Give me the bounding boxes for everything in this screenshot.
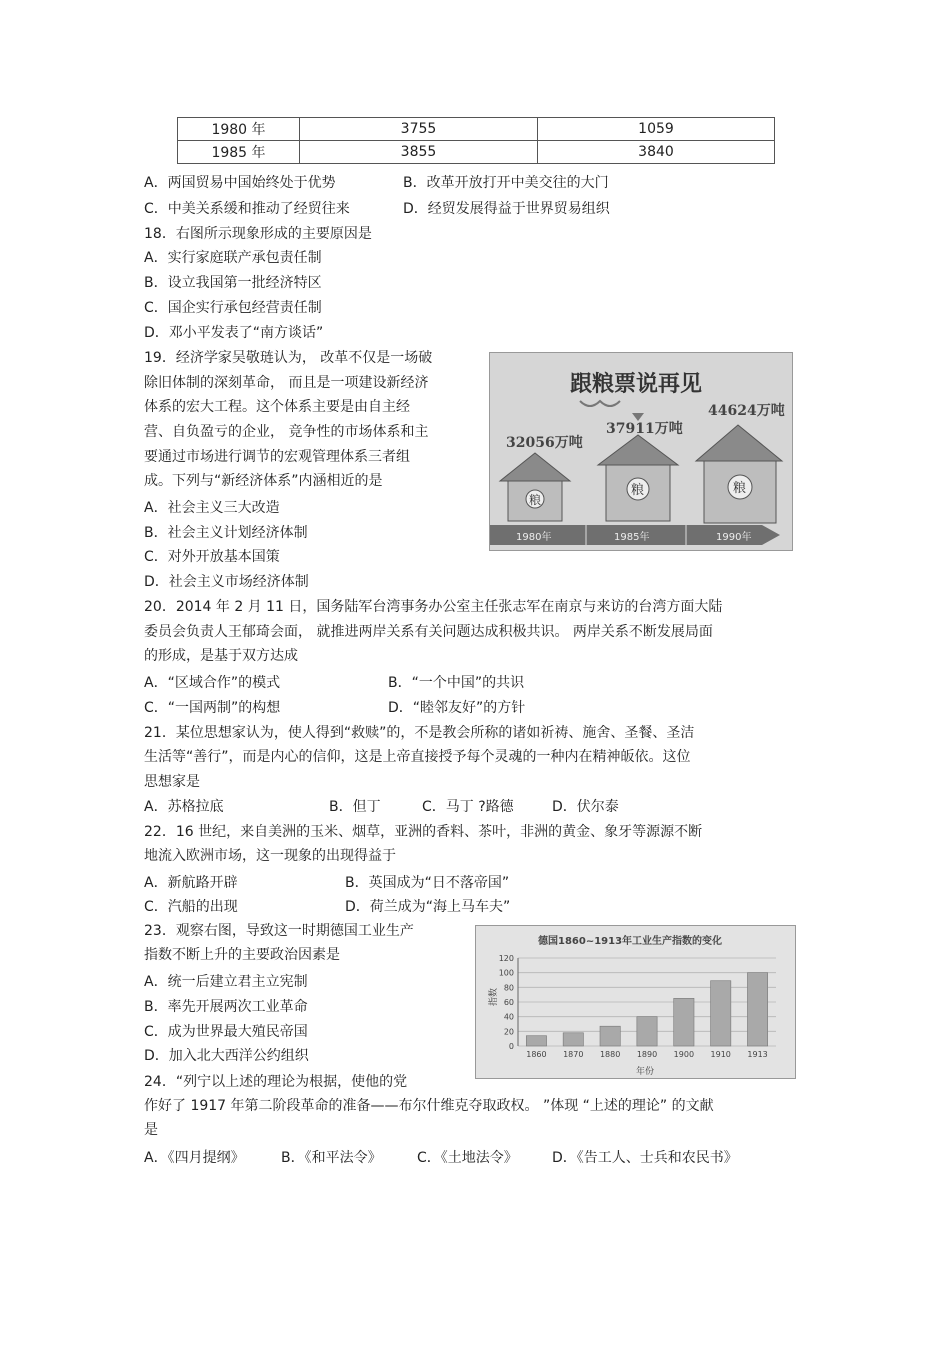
q21-option-d: D．伏尔泰 bbox=[552, 799, 619, 815]
x-tick-label: 1870 bbox=[563, 1050, 584, 1059]
q18-option-d: D．邓小平发表了“南方谈话” bbox=[144, 325, 324, 341]
x-tick-label: 1860 bbox=[526, 1050, 547, 1059]
bar-1870 bbox=[563, 1033, 583, 1046]
y-tick-label: 100 bbox=[498, 968, 514, 978]
y-tick-label: 20 bbox=[503, 1027, 514, 1037]
q21-stem-line: 21．某位思想家认为，使人得到“救赎”的，不是教会所称的诸如祈祷、施舍、圣餐、圣洁 bbox=[144, 725, 695, 741]
q17-option-c: C．中美关系缓和推动了经贸往来 bbox=[144, 201, 350, 217]
amount-label: 37911万吨 bbox=[606, 421, 683, 437]
q23-option-d: D．加入北大西洋公约组织 bbox=[144, 1048, 309, 1064]
chart-title: 德国1860~1913年工业生产指数的变化 bbox=[538, 936, 723, 947]
x-tick-label: 1900 bbox=[673, 1050, 695, 1059]
q22-option-a: A．新航路开辟 bbox=[144, 875, 238, 891]
q24-option-d: D．《告工人、士兵和农民书》 bbox=[552, 1150, 738, 1166]
table-cell: 3840 bbox=[538, 141, 775, 164]
q20-option-c: C．“一国两制”的构想 bbox=[144, 700, 281, 716]
q23-option-c: C．成为世界最大殖民帝国 bbox=[144, 1024, 308, 1040]
table-cell: 1059 bbox=[538, 118, 775, 141]
bar-1860 bbox=[526, 1036, 546, 1046]
q20-option-b: B．“一个中国”的共识 bbox=[388, 675, 525, 691]
q17-option-a: A．两国贸易中国始终处于优势 bbox=[144, 175, 336, 191]
x-tick-label: 1890 bbox=[636, 1050, 658, 1059]
x-tick-label: 1913 bbox=[747, 1050, 768, 1059]
q23-option-a: A．统一后建立君主立宪制 bbox=[144, 974, 308, 990]
q19-option-c: C．对外开放基本国策 bbox=[144, 549, 280, 565]
q22-stem-line: 22．16 世纪，来自美洲的玉米、烟草，亚洲的香料、茶叶，非洲的黄金、象牙等源源不断 bbox=[144, 824, 703, 840]
table-cell: 1980 年 bbox=[178, 118, 300, 141]
q19-option-b: B．社会主义计划经济体制 bbox=[144, 525, 308, 541]
granary-label: 粮 bbox=[733, 481, 747, 496]
grain-coupon-illustration bbox=[490, 353, 792, 550]
q22-option-c: C．汽船的出现 bbox=[144, 899, 238, 915]
y-tick-label: 0 bbox=[508, 1042, 514, 1051]
q21-option-a: A．苏格拉底 bbox=[144, 799, 224, 815]
y-tick-label: 80 bbox=[503, 983, 514, 993]
y-axis-label: 指数 bbox=[489, 987, 499, 1006]
figure-title: 跟粮票说再见 bbox=[570, 372, 703, 397]
table-cell: 3855 bbox=[300, 141, 538, 164]
germany-industry-chart bbox=[475, 925, 796, 1079]
q21-stem-line: 生活等“善行”，而是内心的信仰，这是上帝直接授予每个灵魂的一种内在精神皈依。这位 bbox=[144, 749, 691, 765]
q18-stem: 18．右图所示现象形成的主要原因是 bbox=[144, 226, 372, 242]
table-cell: 1985 年 bbox=[178, 141, 300, 164]
q24-option-b: B．《和平法令》 bbox=[281, 1150, 382, 1166]
q17-option-b: B．改革开放打开中美交往的大门 bbox=[403, 175, 609, 191]
granary-label: 粮 bbox=[631, 483, 645, 498]
q18-option-b: B．设立我国第一批经济特区 bbox=[144, 275, 322, 291]
bar-1890 bbox=[637, 1017, 657, 1046]
q18-option-a: A．实行家庭联产承包责任制 bbox=[144, 250, 322, 266]
bar-1910 bbox=[711, 981, 731, 1046]
q24-stem-line: 24．“列宁以上述的理论为根据，使他的党 bbox=[144, 1074, 408, 1090]
q20-stem-line: 20．2014 年 2 月 11 日，国务陆军台湾事务办公室主任张志军在南京与来访的台湾方面大陆 bbox=[144, 599, 723, 615]
q23-stem-line: 23．观察右图，导致这一时期德国工业生产 bbox=[144, 923, 414, 939]
q19-stem-line: 成。下列与“新经济体系”内涵相近的是 bbox=[144, 473, 383, 489]
q20-option-a: A．“区域合作”的模式 bbox=[144, 675, 281, 691]
x-tick-label: 1880 bbox=[599, 1050, 621, 1059]
q18-option-c: C．国企实行承包经营责任制 bbox=[144, 300, 322, 316]
q23-option-b: B．率先开展两次工业革命 bbox=[144, 999, 308, 1015]
q20-option-d: D．“睦邻友好”的方针 bbox=[388, 700, 526, 716]
table-row bbox=[178, 141, 775, 164]
grain-coupon-figure bbox=[489, 352, 793, 551]
q23-stem-line: 指数不断上升的主要政治因素是 bbox=[144, 947, 340, 963]
y-tick-label: 120 bbox=[498, 954, 514, 963]
amount-label: 32056万吨 bbox=[506, 435, 583, 451]
table-row bbox=[178, 118, 775, 141]
q19-stem-line: 要通过市场进行调节的宏观管理体系三者组 bbox=[144, 449, 410, 465]
year-label: 1980年 bbox=[516, 532, 552, 543]
trade-table bbox=[177, 117, 775, 164]
table-cell: 3755 bbox=[300, 118, 538, 141]
bar-1900 bbox=[674, 998, 694, 1046]
amount-label: 44624万吨 bbox=[708, 403, 785, 419]
year-label: 1990年 bbox=[716, 532, 752, 543]
q22-option-b: B．英国成为“日不落帝国” bbox=[345, 875, 510, 891]
x-axis-label: 年份 bbox=[636, 1067, 655, 1077]
q19-option-d: D．社会主义市场经济体制 bbox=[144, 574, 309, 590]
q20-stem-line: 委员会负责人王郁琦会面， 就推进两岸关系有关问题达成积极共识。 两岸关系不断发展局面 bbox=[144, 624, 713, 640]
bar-1880 bbox=[600, 1026, 620, 1046]
y-tick-label: 60 bbox=[503, 998, 514, 1007]
q21-option-b: B．但丁 bbox=[329, 799, 381, 815]
q22-option-d: D．荷兰成为“海上马车夫” bbox=[345, 899, 511, 915]
q24-option-a: A．《四月提纲》 bbox=[144, 1150, 245, 1166]
q19-stem-line: 体系的宏大工程。这个体系主要是由自主经 bbox=[144, 399, 410, 415]
q24-stem-line: 作好了 1917 年第二阶段革命的准备——布尔什维克夺取政权。 ”体现 “上述的理论” 的文献 bbox=[144, 1098, 714, 1114]
q24-stem-line: 是 bbox=[144, 1122, 158, 1138]
x-tick-label: 1910 bbox=[710, 1050, 731, 1059]
q21-stem-line: 思想家是 bbox=[144, 774, 200, 790]
q19-stem-line: 除旧体制的深刻革命， 而且是一项建设新经济 bbox=[144, 375, 429, 391]
q17-option-d: D．经贸发展得益于世界贸易组织 bbox=[403, 201, 610, 217]
q20-stem-line: 的形成，是基于双方达成 bbox=[144, 648, 298, 664]
q19-stem-line: 19．经济学家吴敬琏认为， 改革不仅是一场破 bbox=[144, 350, 433, 366]
q19-option-a: A．社会主义三大改造 bbox=[144, 500, 280, 516]
q21-option-c: C．马丁 ?路德 bbox=[422, 799, 514, 815]
granary-label: 粮 bbox=[529, 493, 542, 507]
year-label: 1985年 bbox=[614, 532, 650, 543]
bar-1913 bbox=[747, 973, 767, 1046]
q24-option-c: C．《土地法令》 bbox=[417, 1150, 518, 1166]
y-tick-label: 40 bbox=[503, 1012, 514, 1022]
q19-stem-line: 营、自负盈亏的企业， 竞争性的市场体系和主 bbox=[144, 424, 429, 440]
q22-stem-line: 地流入欧洲市场，这一现象的出现得益于 bbox=[144, 848, 396, 864]
bar-chart bbox=[476, 926, 795, 1078]
